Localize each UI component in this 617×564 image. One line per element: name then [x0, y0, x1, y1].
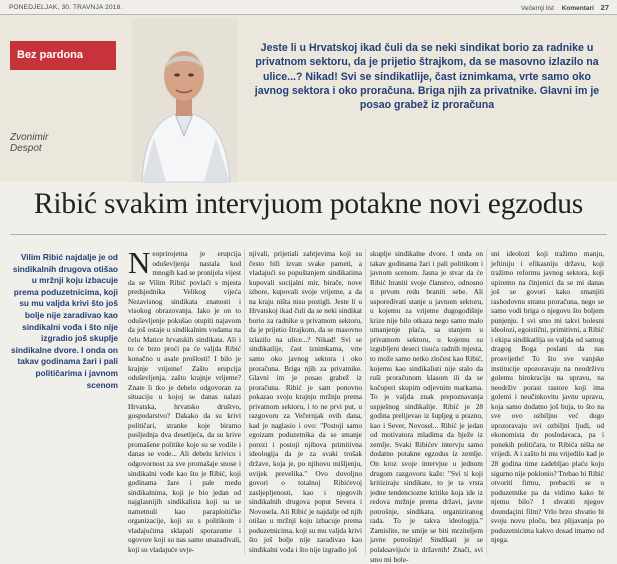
rubric-label: Bez pardona: [10, 41, 116, 70]
body-text-2: njivali, prijetiali zahtjevima koji su često bili izvan svake pameti, a vladajući su popuštanjem sindikatima kupovali socijalni mir, birače, nove izbore, kupovali svoje vrijeme, a da na kraju ništa nisu postigli. Jeste li u Hrvatskoj ikad čuli da se neki sindikat borio za radnike u privatnom sektoru, da je prijetio štrajkom, da se masovno izlazilo na ulice...? Nikad! Svi se sindikatlije, čast iznimkama, vrte samo oko javnog sektora i oko proračuna. Briga njih za privatnike. Glavni im je posao grabež iz proračuna. Ribić je sam ponovno pokazao svoju krajnju mržnju prema privatnom sektoru, i to ne prvi put, u razgovoru za Večernjak ovih dana, kad je naglasio i ovo: "Postoji samo egoizam poduzetnika da se smanje porezi i postoji njihova primitivna ideologija da je za svaki trošak države, koja je, po njihovu mišljenju, uvijek prevelika." Ovo dovoljno govori o totalnoj Ribićevoj zasljepljenosti, kao i njegovih sindikalnih drugova poput Severa i Novosela. Ali Ribić je najdalje od njih otišao u mržnji koju izbacuje prema poduzetnicima, koji su mu valjda krivi što još bolje nije zaradivao kao sindikalni vođa i što nije izgradio još: [249, 249, 362, 554]
column-divider: [244, 249, 245, 555]
page-header: [0, 0, 617, 15]
body-column-3: [370, 249, 483, 564]
column-divider: [486, 249, 487, 555]
body-column-2: [249, 249, 362, 557]
headline-divider: [10, 234, 607, 235]
author-name: [10, 132, 100, 154]
body-column-4: [491, 249, 604, 557]
body-text-1: eoprirojetna je erupcija oduševljenja nastala kod mnogih kad se pronijela vijest da se Vilim Ribić povlači s mjesta predsjednika Velikog vijeća Nezavisnog sindikata znanosti i visokog obrazovanja. Iako je on to oduševljenje pokušao otupiti najavom da još ostaje u sindikalnim vodama na čelu Matice hrvatskih sindikata. Ali i to će brzo proći pa će valjda Ribić konačno u asale prošlosti! I bilo je krajnje vrijeme! Zašto erupcija oduševljenja, zašto krajnje vrijeme? Znate li tko je debelo odgovoran za situaciju u kojoj se danas nalazi Hrvatska, hrvatsko društvo, gospodarstvo? Dakako da su krivi političari, stranke koje biramo posljednja dva desetljeća, da su krive promašene politike koje su se vodile i danas se vode... Ali debelu krivicu i odgovornost za sve promašaje snose i sindikalni vođe kao što je Ribić, koji godinama žare i pale medu sindikalnima, koji je bio jedan od najglasnijih sindikalista koji su se nametnuli kao paraploitičke organizacije, koji su s politikom i vladajućima sklapali sporazume i ugovore koji su nas samo unazadivali, koji su vladajuće uvje-: [128, 249, 241, 554]
section-name: Komentari: [561, 5, 594, 12]
column-divider: [365, 249, 366, 555]
author-first-name: Zvonimir: [10, 132, 49, 143]
body-text-3: skuplje sindikalne dvore. I onda on takav godinama žari i pali politikom i javnom scenom. Jasna je stvar da će Ribić braniti svoje članstvo, odnosno u prvom redu braniti sebe. Ali uspoređivati stanje u javnom sektoru, u kojemu za vrijeme dugogodišnje krize nije bilo otkaza nego samo malo umanjenje plaća, sa stanjem u privatnom sektoru, u kojemu su izgubljeni deseci tisuća radnih mjesta, to može samo netko zločest kao Ribić, kojemu kao sindikalisti nije stalo da ruši proračunom klasom ili da se kočoperi skupim odjevnim markama. To je valjda znak prepoznavanja uspješnog sindikalije. Ribić je 28 godina prelijevao iz šupljeg u prazno, kao i Sever, Novosel... Ribić je jedan od motivatora mladima da bježe iz zemlje. Svaki Ribićev intervju samo dodatno potakne egzodus iz zemlje. On kroz svoje intervjue u jednom drugom razgovoru kaže: "Svi ti koji kritiziraju sindikate, to je ta vrsta jedne tendenciozne kritike koja ide iz redova mržnje prema državi, javne potrošnje, sindikata, organiziranog rada. To je takva ideologija." Zamislite, ne smije se biti mrziteljem javne potrošnje! Sindikati je se polaksavijuće iz državnih! Znači, svi smo mi bole-: [370, 249, 483, 564]
body-column-1: [128, 245, 241, 557]
publication-name: Večernji list: [521, 5, 554, 12]
pull-quote: Jeste li u Hrvatskoj ikad čuli da se neki sindikat borio za radnike u privatnom sektoru, da je prijetio štrajkom, da se masovno izlazilo na ulice...? Nikad! Svi se sindikatlije, čast iznimkama, vrte samo oko javnog sektora i oko proračuna. Briga njih za privatnike. Glavni im je posao grabež iz proračuna: [254, 42, 600, 112]
author-portrait: [132, 18, 237, 182]
body-text-4: sni ideolozi koji tražimo manju, jeftiniju i efikasniju državu, koji tražimo reformu javnog sektora, koji upiremo na činjenici da se mi danas još se govori kako smanjiti rashodovnu stranu proračuna, nego se samo vodi briga o njegovu što boljem punjenju. I svi smo mi takvi bolesni ideolozi, egoistični, primitivni, a Ribić i ekipa sindikatlija su valjda od samog dragog Boga poslani da nas prosvijetle! To što sve vanjske institucije upozoravaju na neodrživu golemu birokraciju na upravu, na neodrživ porast rastore koji ima golemi i neučinkovitu javnu upravu, koja samo dodatno još buja, to što na sve ovo ozbiljno već dugo upozoravaju svi ozbiljni ljudi, od ekonomista do poslodavaca, pa i ponekih političara, to Ribića ništa ne vrijedi. A i zašto bi mu vrijedilo kad je 28 godina time zadebljao plaću koju sigurno nije poklonio? Trebao bi Ribić otvoriti firmu, prebaciti se u poduzetnike pa da vidimo kako bi njemu bilo? I shvatiti njegov doundaçini film? Vrlo brzo shvatio bi svoju novu ploču, bez plijavanja po poduzetnicima kakvo dosad imamo od njega.: [491, 249, 604, 545]
header-right: [521, 3, 609, 12]
page-number: 27: [600, 3, 609, 12]
article-lead: Vilim Ribić najdalje je od sindikalnih drugova otišao u mržnji koju izbacuje prema poduzetnicima, koji su mu valjda krivi što još bolje nije zaradivao kao sindikalni vođa i što nije izgradio još skuplje sindikalne dvore. I onda on takav godinama žari i pali političarima i javnom scenom: [11, 252, 118, 390]
author-last-name: Despot: [10, 143, 42, 154]
issue-date: PONEDJELJAK, 30. TRAVNJA 2018.: [9, 4, 123, 11]
drop-cap: N: [128, 245, 151, 280]
article-headline: Ribić svakim intervjuom potakne novi egzodus: [33, 188, 584, 220]
